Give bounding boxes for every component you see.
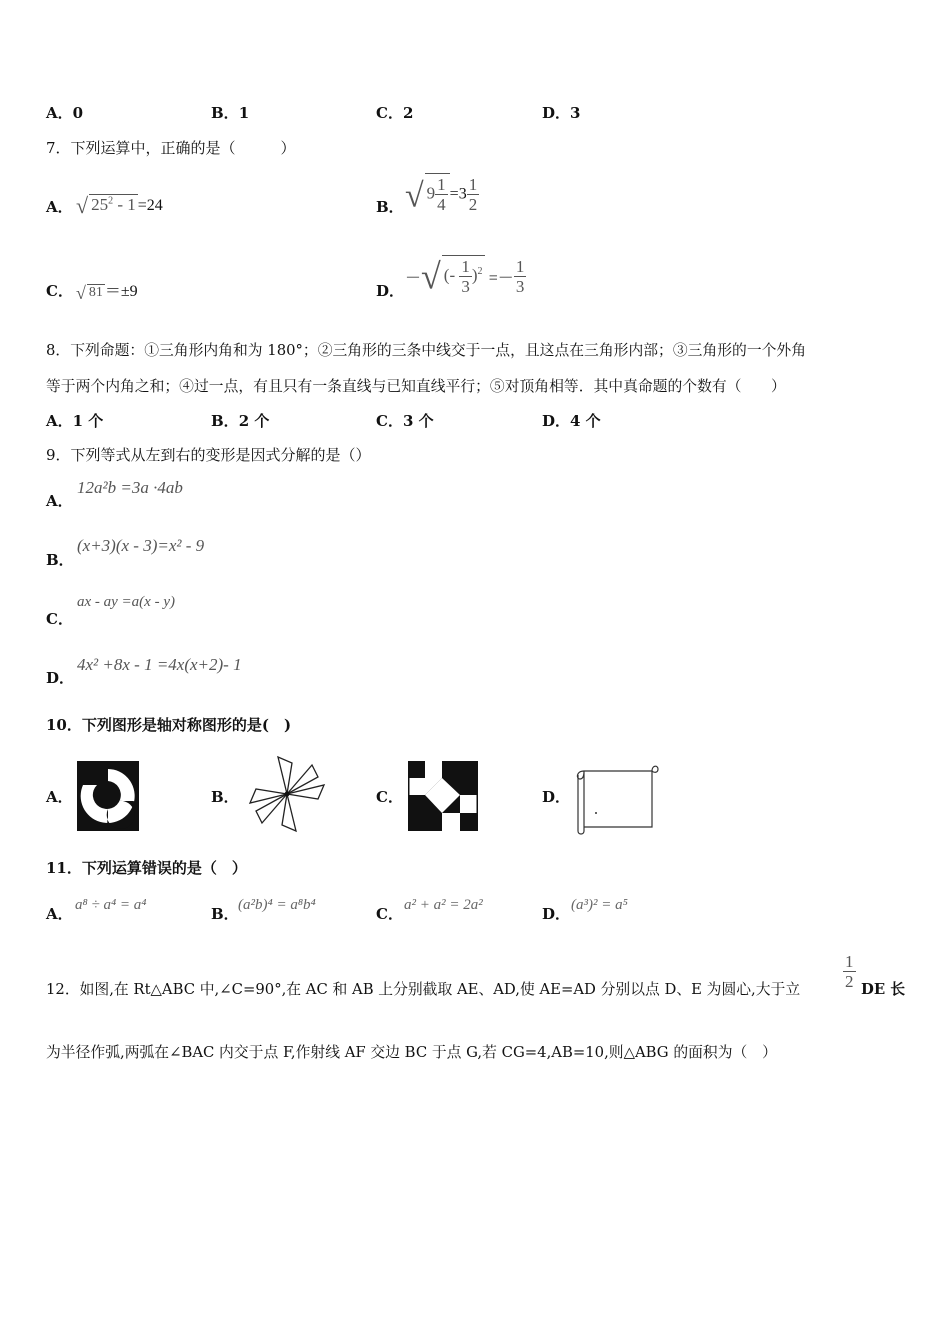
q7-label-a: A． [46,198,73,216]
q11-label-b: B． [211,905,239,923]
q6-option-c: C．2 [376,104,414,122]
q12-stem-line2: 为半径作弧,两弧在∠BAC 内交于点 F,作射线 AF 交边 BC 于点 G,若 CG=4,AB=10,则△ABG 的面积为（ ） [46,1044,777,1061]
q10-label-d: D． [542,788,571,806]
q11-label-c: C． [376,905,403,923]
q6-option-b: B．1 [211,104,250,122]
q11-stem: 11．下列运算错误的是（ ） [46,859,247,877]
q7-formula-b: √ 9 $\frac{1}{4}$ =3 $\frac{1}{2}$ [405,175,478,215]
q8-option-d: D．4 个 [542,412,601,430]
q7-label-b: B． [376,198,404,216]
q10-stem: 10．下列图形是轴对称图形的是( ) [46,716,292,734]
q12-stem-line1: 12．如图,在 Rt△ABC 中,∠C=90°,在 AC 和 AB 上分别截取 AE、AD,使 AE=AD 分别以点 D、E 为圆心,大于立 [46,981,801,998]
q12-stem-line1-end: DE 长 [861,981,906,998]
q9-formula-d: 4x² +8x - 1 =4x(x+2)- 1 [77,655,242,674]
q11-formula-a: a⁸ ÷ a⁴ = a⁴ [75,897,147,913]
q7-label-c: C． [46,282,73,300]
q6-option-d: D．3 [542,104,581,122]
q11-formula-c: a² + a² = 2a² [404,897,483,913]
q7-formula-c: √ 81 ＝±9 [76,283,138,303]
q10-figure-c [408,761,478,831]
q9-label-a: A． [46,492,73,510]
q8-option-c: C．3 个 [376,412,434,430]
q7-label-d: D． [376,282,405,300]
q8-option-a: A．1 个 [46,412,104,430]
q8-option-b: B．2 个 [211,412,270,430]
q7-formula-a: √ $25^2 - 1 =24$ [76,193,163,218]
q10-figure-d [572,761,660,835]
q10-figure-a [77,761,139,831]
q9-formula-c: ax - ay =a(x - y) [77,594,175,610]
q8-stem-line2: 等于两个内角之和；④过一点，有且只有一条直线与已知直线平行；⑤对顶角相等．其中真命题的个数有（ ） [46,378,786,395]
q9-label-b: B． [46,551,74,569]
q7-formula-d: －√ (- $\frac{1}{3}$ )$^2$ =－ $\frac{1}{3}$ [405,256,525,297]
q9-label-d: D． [46,669,75,687]
q6-option-a: A．0 [46,104,84,122]
q10-label-c: C． [376,788,403,806]
q10-label-b: B． [211,788,239,806]
q11-formula-b: (a²b)⁴ = a⁸b⁴ [238,897,316,913]
q8-stem-line1: 8．下列命题：①三角形内角和为 180°；②三角形的三条中线交于一点，且这点在三角形内部；③三角形的一个外角 [46,342,807,359]
q11-formula-d: (a³)² = a⁵ [571,897,628,913]
q11-label-d: D． [542,905,571,923]
q9-formula-a: 12a²b =3a ·4ab [77,478,183,497]
q7-stem: 7．下列运算中，正确的是（ ） [46,139,296,157]
q9-formula-b: (x+3)(x - 3)=x² - 9 [77,536,205,555]
q10-label-a: A． [46,788,73,806]
q11-label-a: A． [46,905,73,923]
q10-figure-b [248,755,326,833]
q9-stem: 9．下列等式从左到右的变形是因式分解的是（） [46,446,371,464]
q12-fraction: $\frac{1}{2}$ [845,952,854,991]
q9-label-c: C． [46,610,73,628]
